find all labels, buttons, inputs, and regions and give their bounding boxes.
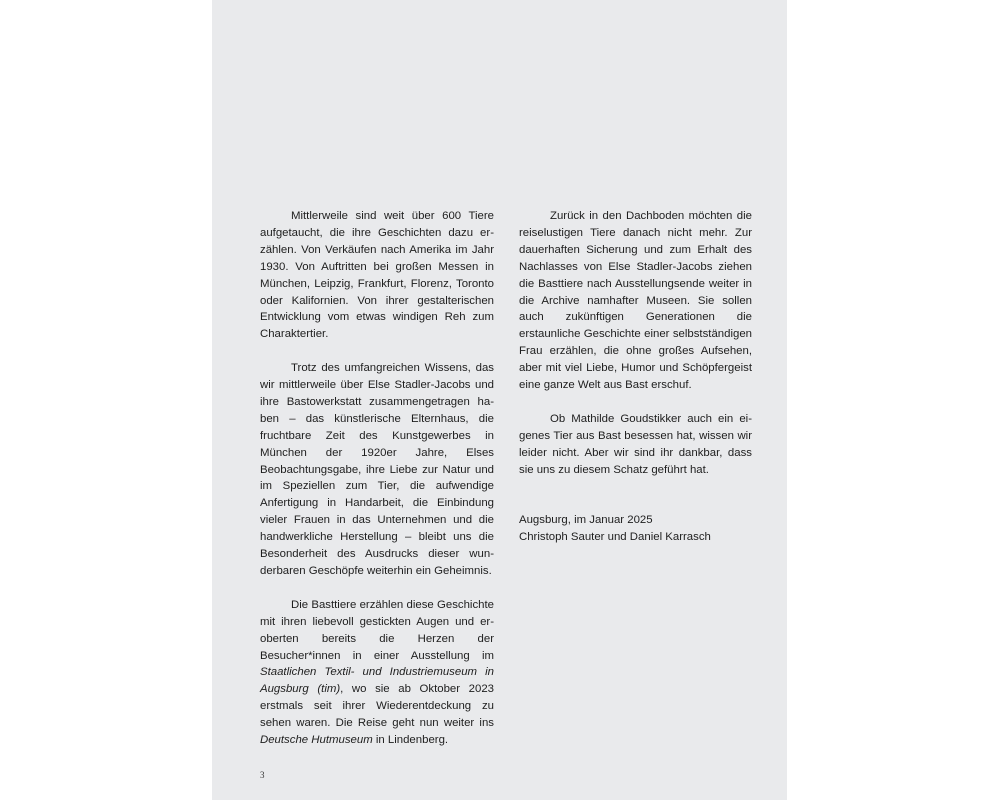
place-date: Augsburg, im Januar 2025 [519,514,653,527]
paragraph-exhibition [260,597,494,749]
right-text-column [519,208,752,563]
paragraph-gratitude: Ob Mathilde Goudstikker auch ein eigenes Tier aus Bast besessen hat, wissen wir leider nicht. Aber wir sind ihr dankbar, dass sie uns zu diesem Schatz geführt hat. [519,412,752,476]
authors: Christoph Sauter und Daniel Karrasch [519,531,711,544]
left-text-column [260,208,494,766]
museum-name-hutmuseum: Deutsche Hutmuseum [260,734,373,747]
exhibition-text-a: Die Basttiere erzählen diese Geschichte mit ihren liebevoll gestickten Augen und eroberten bereits die Herzen der Besucher*innen in einer Ausstellung im [260,598,494,662]
signature-block [519,512,752,546]
page-number: 3 [260,770,265,780]
paragraph-figures-count: Mittlerweile sind weit über 600 Tiere aufgetaucht, die ihre Geschichten dazu erzählen. Von Verkäufen nach Amerika im Jahr 1930. Von Auftritten bei großen Messen in München, Leipzig, Frankfurt, Florenz, Toronto oder Kalifornien. Von ihrer gestalterischen Entwicklung vom etwas windigen Reh zum Charaktertier. [260,210,494,341]
exhibition-text-c: in Lindenberg. [372,734,449,747]
exhibition-text-b: , wo sie ab Oktober 2023 erstmals seit ihrer Wiederentdeckung zu sehen waren. Die Reise geht nun weiter ins [260,683,494,730]
paragraph-archives: Zurück in den Dachboden möchten die reiselustigen Tiere danach nicht mehr. Zur dauerhaften Sicherung und zum Erhalt des Nachlasses von Else Stadler-Jacobs ziehen die Basttiere nach Ausstellungsende weiter in die Archive namhafter Museen. Sie sollen auch zukünftigen Generationen die erstaunliche Geschichte einer selbstständigen Frau erzählen, die ohne großes Aufsehen, aber mit viel Liebe, Humor und Schöpfergeist eine ganze Welt aus Bast erschuf. [519,210,752,392]
museum-name-tim: Staatlichen Textil- und Industriemuseum in Augsburg (tim) [260,666,494,696]
book-page [212,0,787,800]
paragraph-mystery: Trotz des umfangreichen Wissens, das wir mittlerweile über Else Stadler-Jacobs und ihre Bastowerkstatt zusammengetragen haben – das künstlerische Elternhaus, die fruchtbare Zeit des Kunstgewerbes in München der 1920er Jahre, Elses Beobachtungsgabe, ihre Liebe zur Natur und im Speziellen zum Tier, die aufwendige Anfertigung in Handarbeit, die Einbindung vieler Frauen in das Unternehmen und die handwerkliche Herstellung – bleibt uns die Besonderheit des Ausdrucks dieser wunderbaren Geschöpfe weiterhin ein Geheimnis. [260,362,494,578]
